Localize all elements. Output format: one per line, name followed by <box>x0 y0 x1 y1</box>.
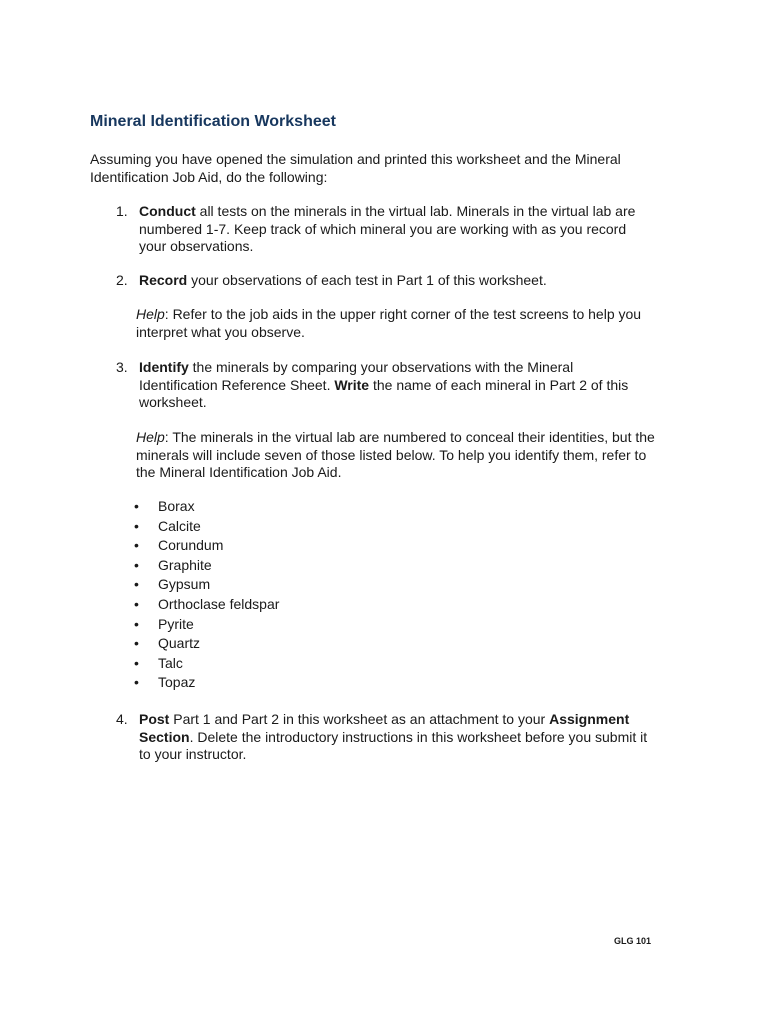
list-item <box>134 536 279 556</box>
step-description: the minerals by comparing your observations with the Mineral Identification Reference Sheet. <box>139 359 574 393</box>
list-item <box>134 615 279 635</box>
bullet-icon: • <box>134 517 139 534</box>
step-text <box>139 272 654 290</box>
step-description: your observations of each test in Part 1 of this worksheet. <box>187 272 547 288</box>
bullet-icon: • <box>134 498 139 514</box>
help-text: : The minerals in the virtual lab are numbered to conceal their identities, but the minerals will include seven of those listed below. To help you identify them, refer to the Mineral Identification Job Aid. <box>136 429 655 480</box>
step-text <box>139 203 654 256</box>
mineral-list <box>134 497 279 693</box>
step-text <box>139 359 654 412</box>
step-number: 1. <box>116 203 128 219</box>
list-item <box>134 575 279 595</box>
bullet-icon: • <box>134 576 139 593</box>
step-text <box>139 711 654 764</box>
mineral-name: Talc <box>158 654 183 671</box>
list-item <box>134 497 279 517</box>
mineral-name: Quartz <box>158 635 201 652</box>
bullet-icon: • <box>134 654 139 671</box>
step-verb: Conduct <box>139 203 196 219</box>
bullet-icon: • <box>134 595 139 612</box>
list-item <box>134 673 279 693</box>
bullet-icon: • <box>134 556 139 573</box>
step-verb: Post <box>139 711 170 727</box>
help-label: Help <box>136 306 165 322</box>
step-number: 2. <box>116 272 128 288</box>
help-note-2 <box>136 429 656 482</box>
step-verb: Record <box>139 272 188 288</box>
step-verb: Identify <box>139 359 189 375</box>
step-description: all tests on the minerals in the virtual lab. Minerals in the virtual lab are numbered 1-7. Keep track of which mineral you are working with as you record your observations. <box>139 203 636 254</box>
mineral-name: Borax <box>158 498 195 514</box>
bullet-icon: • <box>134 537 139 554</box>
step-number: 3. <box>116 359 128 375</box>
help-text: : Refer to the job aids in the upper right corner of the test screens to help you interpret what you observe. <box>136 306 642 340</box>
mineral-name: Graphite <box>158 556 212 573</box>
page-title: Mineral Identification Worksheet <box>90 113 336 130</box>
step-description-continued: the name of each mineral in Part 2 of this worksheet. <box>139 376 629 410</box>
bullet-icon: • <box>134 635 139 652</box>
step-bold-phrase: Assignment Section <box>139 711 630 745</box>
help-label: Help <box>136 429 165 445</box>
mineral-name: Gypsum <box>158 576 211 593</box>
bullet-icon: • <box>134 674 139 691</box>
list-item <box>134 634 279 654</box>
bullet-icon: • <box>134 615 139 632</box>
step-verb-secondary: Write <box>334 376 370 393</box>
course-code-footer: GLG 101 <box>614 936 652 946</box>
help-note-1 <box>136 306 656 341</box>
list-item <box>134 654 279 674</box>
list-item <box>134 517 279 537</box>
step-description-continued: . Delete the introductory instructions in this worksheet before you submit it to your instructor. <box>139 728 648 762</box>
mineral-name: Corundum <box>158 537 224 554</box>
mineral-name: Topaz <box>158 674 196 691</box>
list-item <box>134 595 279 615</box>
step-description: Part 1 and Part 2 in this worksheet as an attachment to your <box>169 711 550 727</box>
mineral-name: Pyrite <box>158 615 194 632</box>
intro-paragraph: Assuming you have opened the simulation and printed this worksheet and the Mineral Identification Job Aid, do the following: <box>90 151 621 185</box>
mineral-name: Orthoclase feldspar <box>158 595 280 612</box>
list-item <box>134 556 279 576</box>
mineral-name: Calcite <box>158 517 201 534</box>
step-number: 4. <box>116 711 128 727</box>
